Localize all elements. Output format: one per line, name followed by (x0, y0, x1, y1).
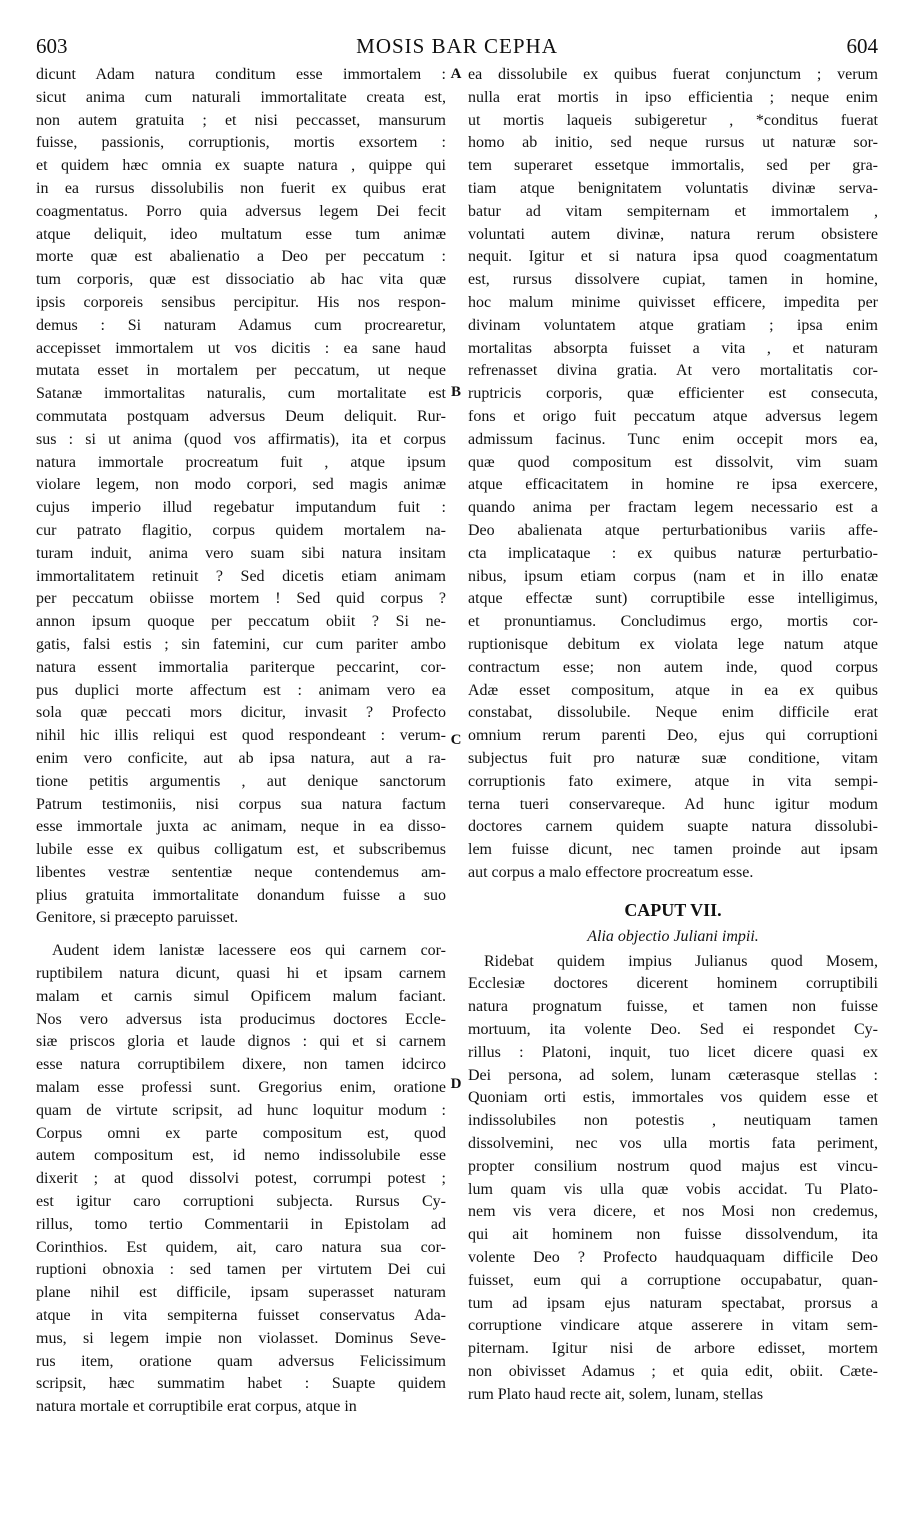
right-paragraph-2 (468, 951, 878, 1407)
text-line: Satanæ immortalitas naturalis, cum mortalitate est (36, 385, 446, 403)
text-line: batur ad vitam sempiternam et immortalem , (468, 202, 878, 220)
text-line: demus : Si naturam Adamus cum procrearetur, (36, 316, 446, 334)
text-line: nibus, ipsum etiam corpus (nam et in illo enatæ (468, 567, 878, 585)
text-line: dissolvemini, nec vos ulla mortis fata periment, (468, 1135, 878, 1153)
text-line: dicunt Adam natura conditum esse immortalem : (36, 66, 446, 83)
text-line: lum quam vis ulla quæ vobis accidat. Tu Plato- (468, 1180, 878, 1198)
text-line: cur patrato flagitio, corpus quidem mortalem na- (36, 521, 446, 539)
text-line: natura immortale procreatum fuit , atque ipsum (36, 453, 446, 471)
text-line: sus : si ut anima (quod vos affirmatis), ita et corpus (36, 430, 446, 448)
margin-marker-c: C (450, 732, 462, 748)
text-line: Ecclesiæ doctores dicerent hominem corruptibili (468, 975, 878, 993)
text-line: ea dissolubile ex quibus fuerat conjunctum ; verum (468, 66, 878, 83)
text-line: subjectus fuit pro naturæ suæ conditione, vitam (468, 749, 878, 767)
text-line: dixerit ; at quod dissolvi potest, corrumpi potest ; (36, 1170, 446, 1188)
text-line: constabat, dissolubile. Neque enim difficile erat (468, 704, 878, 722)
text-line: tem superaret essetque immortalis, sed per gra- (468, 157, 878, 175)
text-line: malam esse professi sunt. Gregorius enim, oratione (36, 1079, 446, 1097)
text-line: lubile esse ex quibus colligatum est, et subscribemus (36, 841, 446, 859)
right-column (468, 64, 878, 1407)
text-line: nequit. Igitur et si natura ipsa quod coagmentatum (468, 248, 878, 266)
text-line: coagmentatus. Porro quia adversus legem Dei fecit (36, 202, 446, 220)
text-line: Deo abalienata atque perturbationibus variis affe- (468, 521, 878, 539)
right-paragraph-1 (468, 64, 878, 885)
text-line: rillus : Platoni, inquit, tuo licet dicere quasi ex (468, 1043, 878, 1061)
text-line: non autem gratuita ; et nisi peccasset, mansurum (36, 111, 446, 129)
margin-marker-a: A (450, 66, 462, 82)
text-line: quando anima per fractam legem necessario est a (468, 499, 878, 517)
text-line: esse immortale juxta ac animam, neque in ea disso- (36, 818, 446, 836)
text-line: atque deliquit, ideo multatum esse tum animæ (36, 225, 446, 243)
text-line: ruptricis corporis, quæ efficienter est consecuta, (468, 385, 878, 403)
text-line: turam induit, anima vero suam sibi natura insitam (36, 544, 446, 562)
text-line: rus item, oratione quam adversus Felicissimum (36, 1352, 446, 1370)
text-line: non obivisset Adamus ; et quia edit, obiit. Cæte- (468, 1363, 878, 1381)
text-line: quæ quod compositum est dissolvit, vim suam (468, 453, 878, 471)
text-line: fuisse, passionis, corruptionis, mortis exsortem : (36, 134, 446, 152)
text-line: rum Plato haud recte ait, solem, lunam, stellas (468, 1385, 764, 1403)
text-line: aut corpus a malo effectore procreatum esse. (468, 863, 754, 881)
text-line: tum ad ipsam ejus naturam spectabat, prorsus a (468, 1294, 878, 1312)
text-line: lem fuisse dicunt, nec tamen proinde aut ipsam (468, 841, 878, 859)
text-line: rillus, tomo tertio Commentarii in Epistolam ad (36, 1215, 446, 1233)
text-line: sola quæ peccati mors dicitur, invasit ? Profecto (36, 704, 446, 722)
left-paragraph-2 (36, 940, 446, 1419)
text-line: autem compositum est, id nemo indissolubile esse (36, 1147, 446, 1165)
text-line: ruptionisque debitum ex violata lege natum atque (468, 635, 878, 653)
text-line: natura mortale et corruptibile erat corpus, atque in (36, 1398, 357, 1416)
margin-marker-b: B (450, 384, 461, 400)
text-line: Dei persona, ad solem, lunam cæterasque stellas : (468, 1066, 878, 1084)
running-header (36, 34, 878, 58)
text-line: terna tueri conservareque. Ad hunc igitur modum (468, 795, 878, 813)
text-line: violare legem, non modo corpori, sed magis animæ (36, 476, 446, 494)
text-line: accepisset immortalem ut vos dicitis : ea sane haud (36, 339, 446, 357)
text-line: quam de virtute scripsit, ad hunc loquitur modum : (36, 1101, 446, 1119)
text-line: ruptioni obnoxia : sed tamen per virtutem Dei cui (36, 1261, 446, 1279)
text-line: malam et carnis simul Opificem malum faciant. (36, 987, 446, 1005)
text-line: indissolubiles non potestis , neutiquam tamen (468, 1112, 878, 1130)
text-line: morte quæ est abalienatio a Deo per peccatum : (36, 248, 446, 266)
text-line: pus duplici morte affectum est : animam vero ea (36, 681, 446, 699)
paragraph-gap (36, 930, 446, 940)
running-title: MOSIS BAR CEPHA (356, 34, 558, 58)
text-line: volente Deo ? Profecto haudquaquam difficile Deo (468, 1249, 878, 1267)
text-line: plane nihil est difficile, ipsam superasset naturam (36, 1284, 446, 1302)
text-line: cujus imperio illud regebatur imputandum fuit : (36, 499, 446, 517)
text-line: piternam. Igitur nisi de arbore edisset, mortem (468, 1340, 878, 1358)
text-line: hoc malum minime quivisset efficere, impedita per (468, 293, 878, 311)
text-line: admissum facinus. Tunc enim occepit mors ea, (468, 430, 878, 448)
text-line: mutata esset in mortalem per peccatum, ut neque (36, 362, 446, 380)
text-line: siæ priscos gloria et laude dignos : qui et si carnem (36, 1033, 446, 1051)
text-line: propter consilium nostrum quod majus est vincu- (468, 1157, 878, 1175)
text-line: annon ipsum quoque per peccatum obiit ? Si ne- (36, 613, 446, 631)
text-line: corruptionis fato eximere, atque in vita sempi- (468, 772, 878, 790)
text-line: enim vero conficite, aut ab ipsa natura, aut a ra- (36, 749, 446, 767)
text-line: corruptione vindicare atque asserere in vitam sem- (468, 1317, 878, 1335)
text-line: Patrum testimoniis, nisi corpus sua natura factum (36, 795, 446, 813)
text-line: natura essent immortalia pariterque peccarint, cor- (36, 658, 446, 676)
text-line: ruptibilem natura dicunt, quasi hi et ipsam carnem (36, 965, 446, 983)
text-line: et pronuntiamus. Concludimus ergo, mortis cor- (468, 613, 878, 631)
text-line: Ridebat quidem impius Julianus quod Mosem, (484, 952, 878, 970)
left-column (36, 64, 446, 1419)
text-line: tione petitis argumentis , aut denique sanctorum (36, 772, 446, 790)
text-line: Nos vero adversus ista producimus doctores Eccle- (36, 1010, 446, 1028)
text-line: in ea rursus dissolubilis non fuerit ex quibus erat (36, 179, 446, 197)
text-line: fons et origo fuit peccatum atque adversus legem (468, 407, 878, 425)
text-line: atque effectæ sunt) corruptibile esse intelligimus, (468, 590, 878, 608)
text-line: fuisset, eum qui a corruptione occupabatur, quan- (468, 1271, 878, 1289)
text-line: commutata postquam adversus Deum deliquit. Rur- (36, 407, 446, 425)
text-line: mus, si legem impie non violasset. Dominus Seve- (36, 1329, 446, 1347)
text-line: ipsis corporeis sensibus percipitur. His nos respon- (36, 293, 446, 311)
text-line: nulla erat mortis in ipso efficientia ; neque enim (468, 88, 878, 106)
text-line: et quidem hæc omnia ex suapte natura , quippe qui (36, 157, 446, 175)
text-line: est igitur caro corruptioni subjecta. Rursus Cy- (36, 1193, 446, 1211)
text-line: mortalitas absorpta fuisset a vita , et naturam (468, 339, 878, 357)
left-paragraph-1 (36, 64, 446, 930)
text-line: immortalitatem retinuit ? Sed dicetis etiam animam (36, 567, 446, 585)
text-line: cta implicataque : ex quibus naturæ perturbatio- (468, 544, 878, 562)
chapter-subheading: Alia objectio Juliani impii. (587, 927, 759, 945)
text-line: sicut anima cum naturali immortalitate creata est, (36, 88, 446, 106)
text-line: divinam voluntatem atque gratiam ; ipsa enim (468, 316, 878, 334)
text-line: tiam atque benignitatem voluntatis divinæ serva- (468, 179, 878, 197)
paragraph-gap (468, 885, 878, 895)
text-line: plius gratuita immortalitate donandum fuisse a suo (36, 886, 446, 904)
text-line: voluntati autem divinæ, natura rerum obsistere (468, 225, 878, 243)
text-line: mortuum, ita volente Deo. Sed ei respondet Cy- (468, 1021, 878, 1039)
text-line: Adæ esset compositum, atque in ea ex quibus (468, 681, 878, 699)
text-line: refrenasset divina gratia. At vero mortalitatis cor- (468, 362, 878, 380)
text-line: ut mortis laqueis subigeretur , *conditus fuerat (468, 111, 878, 129)
text-line: libentes vestræ sententiæ neque contendemus am- (36, 863, 446, 881)
text-line: doctores carnem quidem suapte natura dissolubi- (468, 818, 878, 836)
text-line: nem vis vera dicere, et nos Mosi non credemus, (468, 1203, 878, 1221)
text-line: homo ab initio, sed neque rursus ut naturæ sor- (468, 134, 878, 152)
text-line: atque in vita sempiterna fuisset conservatus Ada- (36, 1307, 446, 1325)
text-line: nihil hic illis reliqui est quod respondeant : verum- (36, 727, 446, 745)
text-line: esse natura corruptibilem dixere, non tamen idcirco (36, 1056, 446, 1074)
left-page-number: 603 (36, 34, 68, 58)
margin-marker-d: D (450, 1076, 462, 1092)
text-line: omnium rerum parenti Deo, ejus qui corruptioni (468, 727, 878, 745)
text-line: contractum esse; non autem inde, quod corpus (468, 658, 878, 676)
text-line: est, rursus dissolvere cupiat, tamen in homine, (468, 271, 878, 289)
text-line: gatis, falsi estis ; sin fatemini, cur cum pariter ambo (36, 635, 446, 653)
right-page-number: 604 (846, 34, 878, 58)
text-line: atque efficacitatem in homine re ipsa exercere, (468, 476, 878, 494)
text-line: natura prognatum fuisse, et tamen non fuisse (468, 998, 878, 1016)
text-line: Quoniam orti estis, immortales vos quidem esse et (468, 1089, 878, 1107)
text-line: Corpus omni ex parte compositum est, quod (36, 1124, 446, 1142)
text-line: per peccatum obiisse mortem ! Sed quid corpus ? (36, 590, 446, 608)
text-line: scripsit, hæc summatim habet : Suapte quidem (36, 1375, 446, 1393)
text-line: Genitore, si præcepto paruisset. (36, 909, 239, 927)
chapter-heading: CAPUT VII. (624, 899, 722, 920)
text-line: tum corporis, quæ est dissociatio ab hac vita quæ (36, 271, 446, 289)
text-line: qui ait hominem non fuisse dissolvendum, ita (468, 1226, 878, 1244)
text-line: Audent idem lanistæ lacessere eos qui carnem cor- (52, 942, 446, 960)
text-line: Corinthios. Est quidem, ait, caro natura sua cor- (36, 1238, 446, 1256)
